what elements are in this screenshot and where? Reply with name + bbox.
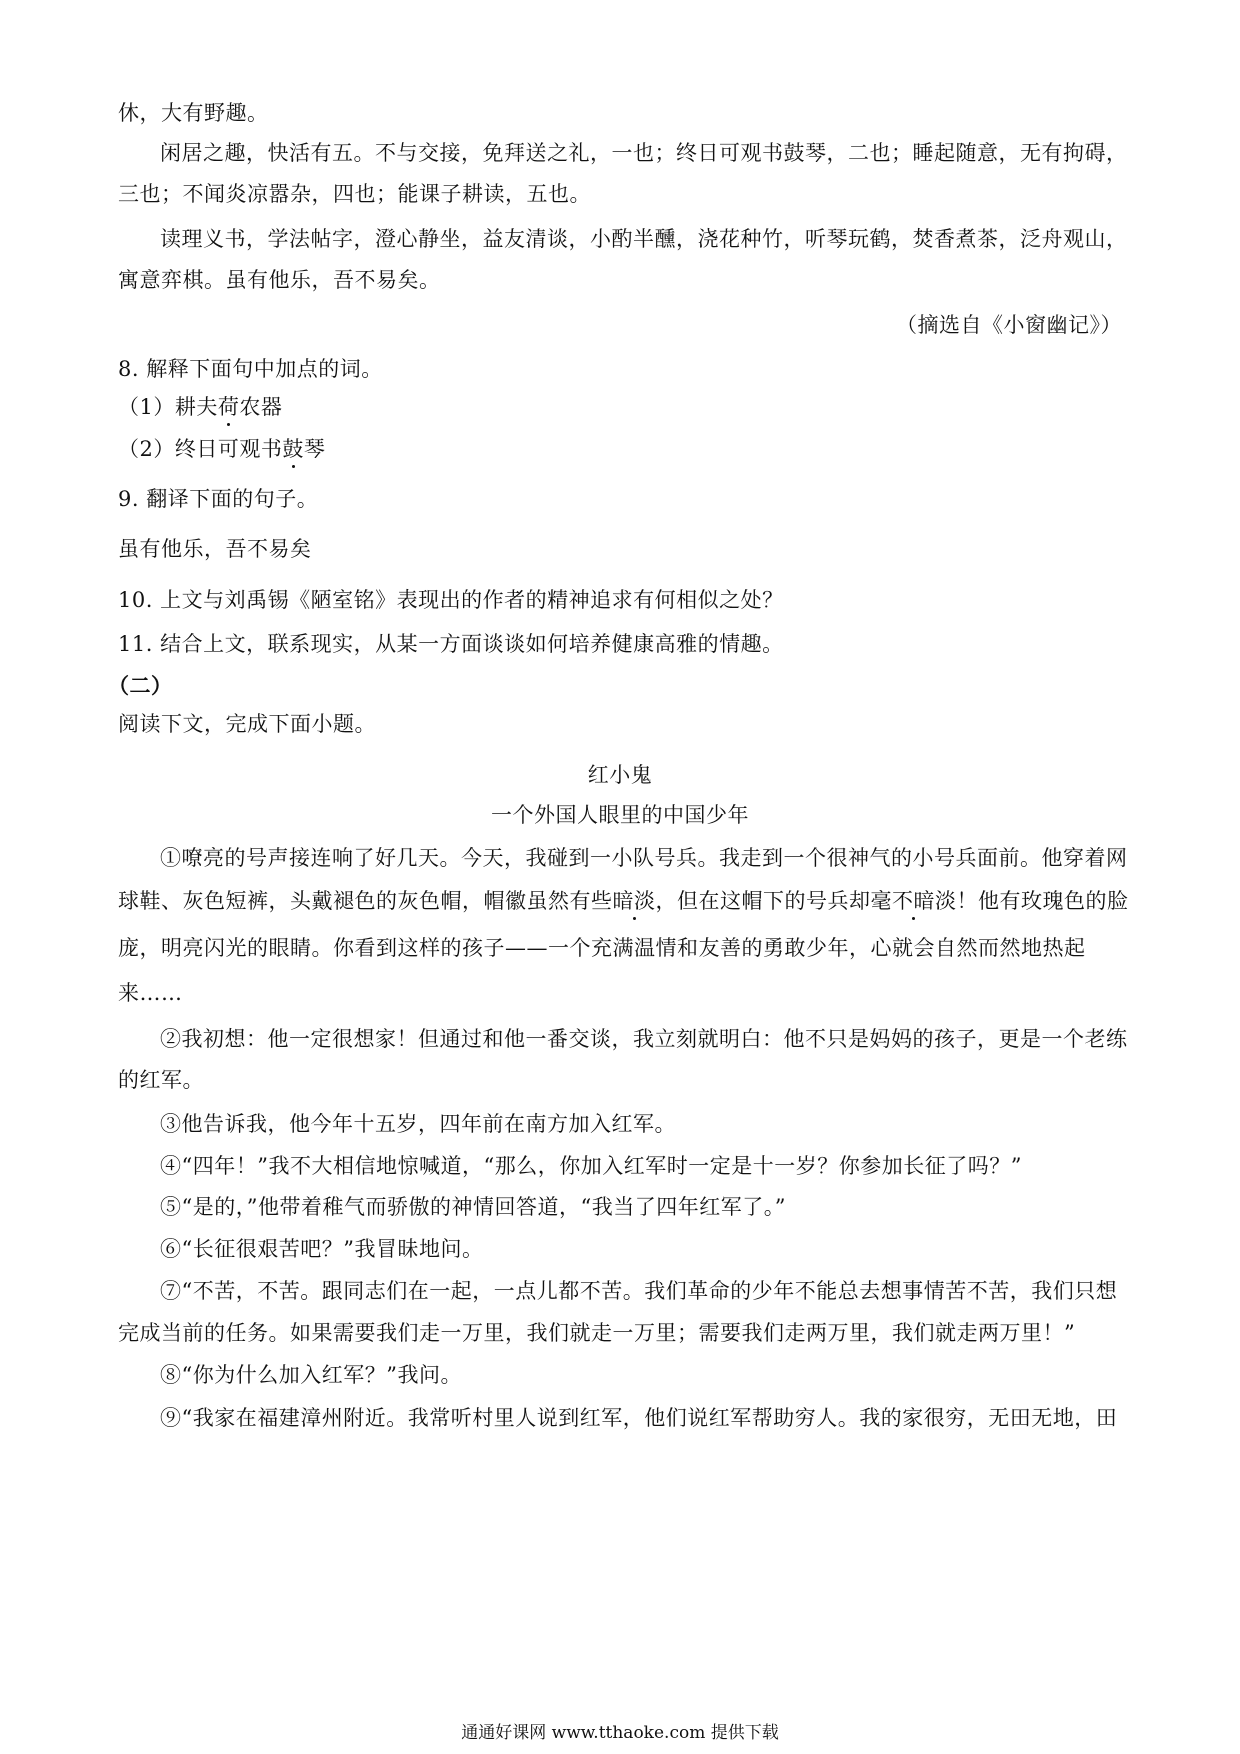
- passage1-paragraph2-line2: 三也；不闻炎凉嚣杂，四也；能课子耕读，五也。: [118, 182, 591, 206]
- q8-1-prefix: （1）耕夫: [118, 395, 218, 419]
- passage2-p1-line2: [118, 886, 1128, 916]
- page-footer: 通通好课网 www.tthaoke.com 提供下载: [461, 1723, 779, 1743]
- passage2-p4: ④“四年！”我不大相信地惊喊道，“那么，你加入红军时一定是十一岁？你参加长征了吗？”: [160, 1154, 1022, 1178]
- p1-text-c: ！他有玫瑰色的脸: [956, 889, 1129, 913]
- p1-text-b: ，但在这帽下的号兵却: [655, 889, 871, 913]
- p1-dotted-anden-1: 暗淡: [613, 886, 656, 916]
- passage2-p9-line1: ⑨“我家在福建漳州附近。我常听村里人说到红军，他们说红军帮助穷人。我的家很穷，无田无地，田: [160, 1406, 1118, 1430]
- question-11: 11. 结合上文，联系现实，从某一方面谈谈如何培养健康高雅的情趣。: [118, 632, 784, 656]
- passage2-p6: ⑥“长征很艰苦吧？”我冒昧地问。: [160, 1237, 484, 1261]
- question-9-sentence: 虽有他乐，吾不易矣: [118, 537, 312, 561]
- passage1-paragraph2-line1: 闲居之趣，快活有五。不与交接，免拜送之礼，一也；终日可观书鼓琴，二也；睡起随意，无有拘碍，: [160, 141, 1128, 165]
- section-2-heading: （二）: [108, 673, 173, 698]
- passage2-p2-line1: ②我初想：他一定很想家！但通过和他一番交谈，我立刻就明白：他不只是妈妈的孩子，更是一个老练: [160, 1027, 1128, 1051]
- question-8-item-1: [118, 392, 1128, 422]
- question-9: 9. 翻译下面的句子。: [118, 487, 319, 511]
- q8-2-prefix: （2）终日可观书: [118, 437, 283, 461]
- p1-text-a: 球鞋、灰色短裤，头戴褪色的灰色帽，帽徽虽然有些: [118, 889, 613, 913]
- passage2-p1-line3: 庞，明亮闪光的眼睛。你看到这样的孩子——一个充满温情和友善的勇敢少年，心就会自然而然地热起: [118, 936, 1086, 960]
- question-8: 8. 解释下面句中加点的词。: [118, 357, 383, 381]
- q8-1-dotted-word: 荷: [218, 392, 240, 422]
- passage1-paragraph3-line2: 寓意弈棋。虽有他乐，吾不易矣。: [118, 268, 441, 292]
- q8-2-suffix: 琴: [303, 437, 326, 461]
- question-10: 10. 上文与刘禹锡《陋室铭》表现出的作者的精神追求有何相似之处？: [118, 588, 784, 612]
- question-8-item-2: [118, 434, 1128, 464]
- passage2-p1-line4: 来……: [118, 981, 183, 1005]
- q8-2-dotted-word: 鼓: [282, 434, 304, 464]
- section-2-instruction: 阅读下文，完成下面小题。: [118, 712, 376, 736]
- passage1-continuation: 休，大有野趣。: [118, 101, 269, 125]
- passage2-p7-line2: 完成当前的任务。如果需要我们走一万里，我们就走一万里；需要我们走两万里，我们就走两万里！”: [118, 1321, 1076, 1345]
- passage2-p2-line2: 的红军。: [118, 1068, 204, 1092]
- p1-dotted-anden-2: 毫不暗淡: [871, 886, 957, 916]
- passage2-p5: ⑤“是的，”他带着稚气而骄傲的神情回答道，“我当了四年红军了。”: [160, 1195, 786, 1219]
- passage2-p8: ⑧“你为什么加入红军？”我问。: [160, 1363, 462, 1387]
- article-title: 红小鬼: [587, 763, 653, 787]
- passage1-paragraph3-line1: 读理义书，学法帖字，澄心静坐，益友清谈，小酌半醺，浇花种竹，听琴玩鹤，焚香煮茶，泛舟观山，: [160, 227, 1128, 251]
- passage2-p1-line1: ①嘹亮的号声接连响了好几天。今天，我碰到一小队号兵。我走到一个很神气的小号兵面前。他穿着网: [160, 846, 1128, 870]
- q8-1-suffix: 农器: [239, 395, 283, 419]
- passage1-source: （摘选自《小窗幽记》）: [896, 313, 1122, 337]
- passage2-p7-line1: ⑦“不苦，不苦。跟同志们在一起，一点儿都不苦。我们革命的少年不能总去想事情苦不苦，我们只想: [160, 1279, 1118, 1303]
- article-subtitle: 一个外国人眼里的中国少年: [491, 803, 749, 827]
- passage2-p3: ③他告诉我，他今年十五岁，四年前在南方加入红军。: [160, 1112, 676, 1136]
